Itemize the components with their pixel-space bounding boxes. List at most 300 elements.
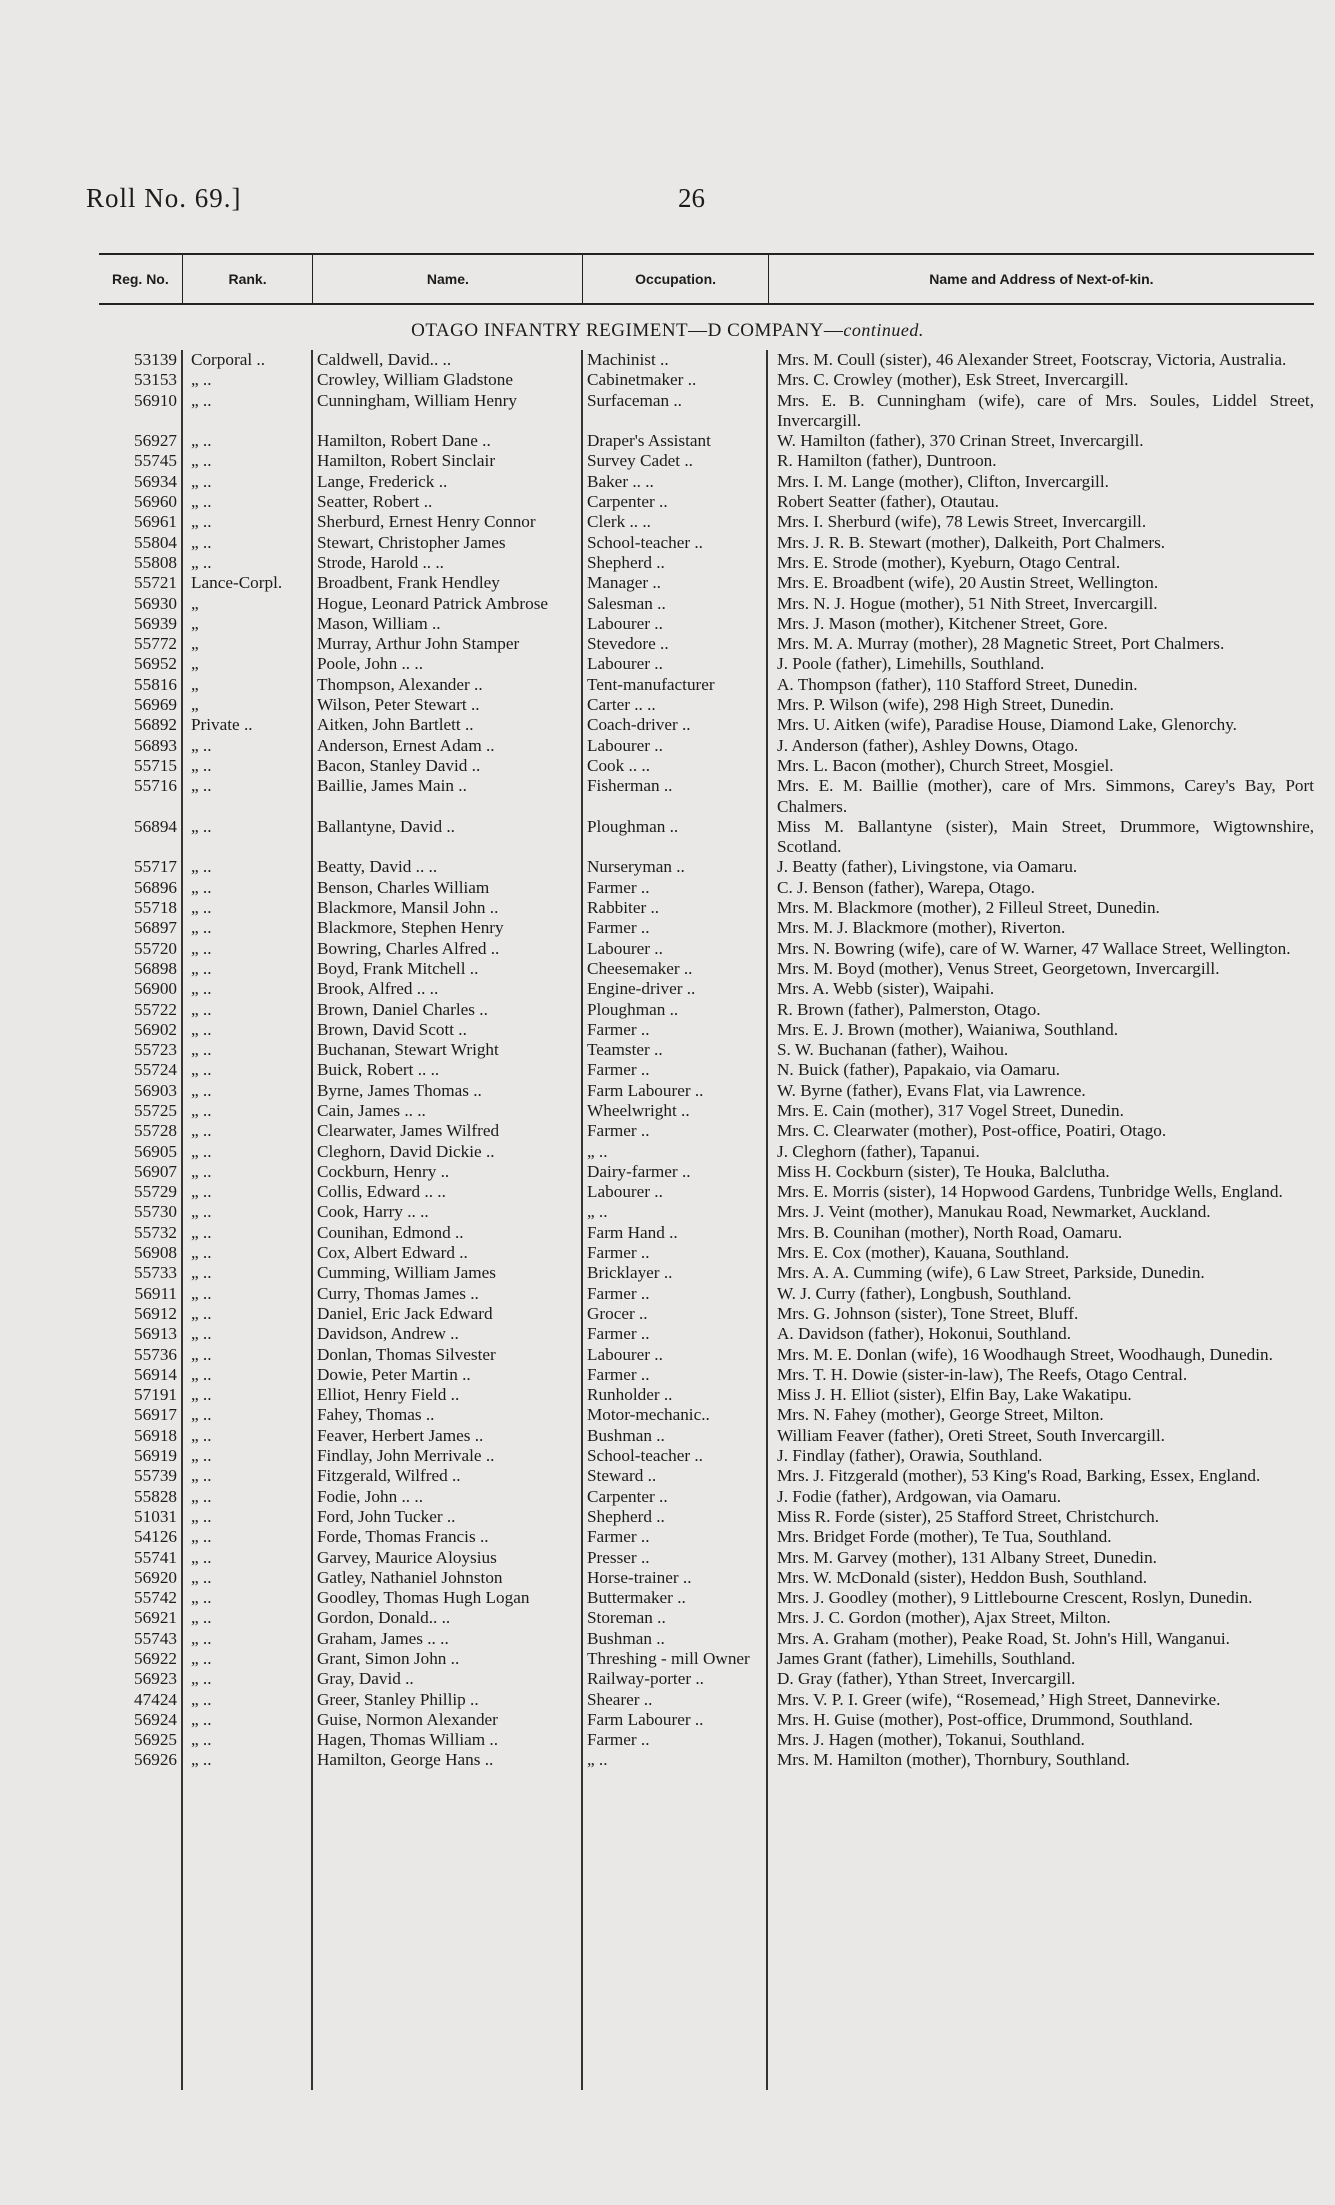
table-row <box>99 1487 1314 1507</box>
reg-number: 53139 <box>134 350 177 369</box>
table-row <box>99 451 1314 471</box>
table-row <box>99 776 1314 817</box>
soldier-name: Blackmore, Mansil John .. <box>317 898 499 918</box>
rank: „ .. <box>191 1324 212 1344</box>
rank: „ .. <box>191 1649 212 1668</box>
table-row <box>99 1365 1314 1385</box>
occupation: Carpenter .. <box>587 1486 668 1506</box>
table-row <box>99 1426 1314 1446</box>
table-row <box>99 472 1314 492</box>
rank: „ .. <box>191 1202 212 1222</box>
rank: „ .. <box>191 1669 212 1689</box>
reg-number: 56939 <box>134 613 177 633</box>
reg-number: 56900 <box>134 979 177 999</box>
occupation: Grocer .. <box>587 1303 648 1323</box>
soldier-name: Baillie, James Main .. <box>317 776 467 796</box>
next-of-kin: Mrs. A. Webb (sister), Waipahi. <box>777 979 995 999</box>
soldier-name: Collis, Edward .. .. <box>317 1182 446 1202</box>
reg-number: 56927 <box>134 431 177 451</box>
occupation: Fisherman .. <box>587 776 673 796</box>
next-of-kin: William Feaver (father), Oreti Street, South Invercargill. <box>777 1425 1165 1445</box>
soldier-name: Stewart, Christopher James <box>317 532 506 552</box>
rank: „ .. <box>191 1527 212 1547</box>
occupation: Farmer .. <box>587 1527 650 1547</box>
soldier-name: Guise, Normon Alexander <box>317 1709 498 1729</box>
rank: „ .. <box>191 1344 212 1364</box>
soldier-name: Bacon, Stanley David .. <box>317 755 481 775</box>
soldier-name: Benson, Charles William <box>317 877 490 897</box>
soldier-name: Cockburn, Henry .. <box>317 1161 450 1181</box>
next-of-kin: Mrs. N. Bowring (wife), care of W. Warner, 47 Wallace Street, Wellington. <box>777 938 1291 958</box>
next-of-kin: Mrs. J. Fitzgerald (mother), 53 King's Road, Barking, Essex, England. <box>777 1466 1261 1486</box>
rank: Lance-Corpl. <box>191 573 283 593</box>
next-of-kin: Mrs. M. A. Murray (mother), 28 Magnetic Street, Port Chalmers. <box>777 634 1225 654</box>
soldier-name: Cleghorn, David Dickie .. <box>317 1141 495 1161</box>
next-of-kin: Mrs. C. Clearwater (mother), Post-office, Poatiri, Otago. <box>777 1121 1167 1141</box>
next-of-kin: Mrs. J. C. Gordon (mother), Ajax Street, Milton. <box>777 1608 1111 1628</box>
header-occupation: Occupation. <box>582 255 767 303</box>
occupation: Dairy-farmer .. <box>587 1161 691 1181</box>
rank: „ .. <box>191 1364 212 1384</box>
soldier-name: Curry, Thomas James .. <box>317 1283 479 1303</box>
rank: „ .. <box>191 1019 212 1039</box>
reg-number: 55733 <box>134 1263 177 1283</box>
next-of-kin: Robert Seatter (father), Otautau. <box>777 492 999 512</box>
reg-number: 56922 <box>134 1649 177 1668</box>
reg-number: 56892 <box>134 715 177 735</box>
rank: „ <box>191 695 199 715</box>
header-reg-no: Reg. No. <box>111 271 169 287</box>
occupation: Cheesemaker .. <box>587 958 693 978</box>
occupation: Ploughman .. <box>587 816 679 836</box>
occupation: Shearer .. <box>587 1689 653 1709</box>
soldier-name: Dowie, Peter Martin .. <box>317 1364 471 1384</box>
occupation: Labourer .. <box>587 1344 663 1364</box>
reg-number: 55743 <box>134 1628 177 1648</box>
soldier-name: Broadbent, Frank Hendley <box>317 573 500 593</box>
table-row <box>99 350 1314 370</box>
rank: „ <box>191 593 199 613</box>
reg-number: 55816 <box>134 674 177 694</box>
next-of-kin: D. Gray (father), Ythan Street, Invercargill. <box>777 1669 1076 1689</box>
next-of-kin: Mrs. T. H. Dowie (sister-in-law), The Reefs, Otago Central. <box>777 1364 1188 1384</box>
reg-number: 55718 <box>134 898 177 918</box>
rank: Corporal .. <box>191 350 265 369</box>
soldier-name: Murray, Arthur John Stamper <box>317 634 520 654</box>
soldier-name: Blackmore, Stephen Henry <box>317 918 504 938</box>
rank: „ .. <box>191 999 212 1019</box>
reg-number: 56893 <box>134 735 177 755</box>
soldier-name: Davidson, Andrew .. <box>317 1324 459 1344</box>
soldier-name: Sherburd, Ernest Henry Connor <box>317 512 536 532</box>
soldier-name: Hamilton, Robert Sinclair <box>317 451 496 471</box>
soldier-name: Forde, Thomas Francis .. <box>317 1527 489 1547</box>
rank: „ .. <box>191 1222 212 1242</box>
reg-number: 55716 <box>134 776 177 796</box>
rank: „ .. <box>191 1466 212 1486</box>
table-row <box>99 1588 1314 1608</box>
occupation: Farmer .. <box>587 1730 650 1750</box>
next-of-kin: W. J. Curry (father), Longbush, Southland. <box>777 1283 1072 1303</box>
soldier-name: Strode, Harold .. .. <box>317 552 444 572</box>
table-row <box>99 817 1314 858</box>
table-row <box>99 370 1314 390</box>
roll-table-body <box>99 350 1314 1771</box>
soldier-name: Mason, William .. <box>317 613 441 633</box>
soldier-name: Bowring, Charles Alfred .. <box>317 938 500 958</box>
soldier-name: Cunningham, William Henry <box>317 390 517 410</box>
table-row <box>99 695 1314 715</box>
next-of-kin: Mrs. U. Aitken (wife), Paradise House, Diamond Lake, Glenorchy. <box>777 715 1237 735</box>
rank: „ .. <box>191 1486 212 1506</box>
soldier-name: Clearwater, James Wilfred <box>317 1121 500 1141</box>
occupation: Stevedore .. <box>587 634 669 654</box>
rank: „ .. <box>191 938 212 958</box>
soldier-name: Thompson, Alexander .. <box>317 674 483 694</box>
soldier-name: Cook, Harry .. .. <box>317 1202 429 1222</box>
reg-number: 55730 <box>134 1202 177 1222</box>
reg-number: 56925 <box>134 1730 177 1750</box>
rank: „ .. <box>191 1161 212 1181</box>
table-row <box>99 1527 1314 1547</box>
table-row <box>99 1142 1314 1162</box>
next-of-kin: W. Byrne (father), Evans Flat, via Lawrence. <box>777 1080 1086 1100</box>
reg-number: 55772 <box>134 634 177 654</box>
table-row <box>99 1730 1314 1750</box>
soldier-name: Ford, John Tucker .. <box>317 1506 456 1526</box>
rank: „ .. <box>191 1709 212 1729</box>
occupation: Farmer .. <box>587 877 650 897</box>
occupation: Rabbiter .. <box>587 898 660 918</box>
reg-number: 53153 <box>134 370 177 390</box>
next-of-kin: J. Poole (father), Limehills, Southland. <box>777 654 1045 674</box>
occupation: Survey Cadet .. <box>587 451 693 471</box>
rank: „ .. <box>191 1689 212 1709</box>
soldier-name: Brook, Alfred .. .. <box>317 979 439 999</box>
next-of-kin: Mrs. J. Veint (mother), Manukau Road, Newmarket, Auckland. <box>777 1202 1211 1222</box>
occupation: Railway-porter .. <box>587 1669 704 1689</box>
next-of-kin: Mrs. L. Bacon (mother), Church Street, Mosgiel. <box>777 755 1114 775</box>
next-of-kin: W. Hamilton (father), 370 Crinan Street, Invercargill. <box>777 431 1144 451</box>
table-row <box>99 1223 1314 1243</box>
occupation: Labourer .. <box>587 938 663 958</box>
reg-number: 55736 <box>134 1344 177 1364</box>
next-of-kin: Miss J. H. Elliot (sister), Elfin Bay, Lake Wakatipu. <box>777 1385 1132 1405</box>
occupation: Horse-trainer .. <box>587 1567 692 1587</box>
reg-number: 55741 <box>134 1547 177 1567</box>
rank: „ .. <box>191 1425 212 1445</box>
page-number: 26 <box>678 183 705 213</box>
next-of-kin: R. Hamilton (father), Duntroon. <box>777 451 997 471</box>
next-of-kin: Mrs. M. Boyd (mother), Venus Street, Georgetown, Invercargill. <box>777 958 1220 978</box>
table-row <box>99 594 1314 614</box>
soldier-name: Cumming, William James <box>317 1263 496 1283</box>
occupation: Farmer .. <box>587 1243 650 1263</box>
rank: „ .. <box>191 776 212 796</box>
rank: „ .. <box>191 370 212 390</box>
reg-number: 55721 <box>134 573 177 593</box>
table-row <box>99 1324 1314 1344</box>
table-row <box>99 1710 1314 1730</box>
reg-number: 55729 <box>134 1182 177 1202</box>
rank: „ .. <box>191 512 212 532</box>
next-of-kin: S. W. Buchanan (father), Waihou. <box>777 1040 1009 1060</box>
reg-number: 56897 <box>134 918 177 938</box>
table-row <box>99 1548 1314 1568</box>
table-header <box>99 253 1314 305</box>
occupation: Runholder .. <box>587 1385 673 1405</box>
next-of-kin: N. Buick (father), Papakaio, via Oamaru. <box>777 1060 1061 1080</box>
rank: „ .. <box>191 1080 212 1100</box>
reg-number: 56930 <box>134 593 177 613</box>
soldier-name: Aitken, John Bartlett .. <box>317 715 474 735</box>
next-of-kin: A. Thompson (father), 110 Stafford Street, Dunedin. <box>777 674 1138 694</box>
reg-number: 56934 <box>134 471 177 491</box>
occupation: Farm Hand .. <box>587 1222 678 1242</box>
table-row <box>99 1649 1314 1669</box>
soldier-name: Wilson, Peter Stewart .. <box>317 695 480 715</box>
rank: „ .. <box>191 471 212 491</box>
rank: „ .. <box>191 958 212 978</box>
rank: „ .. <box>191 390 212 410</box>
rank: „ .. <box>191 1628 212 1648</box>
occupation: Surfaceman .. <box>587 390 682 410</box>
soldier-name: Ballantyne, David .. <box>317 816 455 836</box>
occupation: Baker .. .. <box>587 471 654 491</box>
occupation: Engine-driver .. <box>587 979 696 999</box>
rank: „ .. <box>191 532 212 552</box>
rank: „ .. <box>191 431 212 451</box>
table-row <box>99 1182 1314 1202</box>
next-of-kin: Mrs. E. B. Cunningham (wife), care of Mrs. Soules, Liddel Street, Invercargill. <box>777 390 1314 430</box>
soldier-name: Byrne, James Thomas .. <box>317 1080 482 1100</box>
occupation: Farmer .. <box>587 918 650 938</box>
reg-number: 56910 <box>134 390 177 410</box>
rank: „ .. <box>191 1608 212 1628</box>
occupation: Salesman .. <box>587 593 666 613</box>
next-of-kin: Mrs. E. M. Baillie (mother), care of Mrs. Simmons, Carey's Bay, Port Chalmers. <box>777 776 1314 816</box>
next-of-kin: A. Davidson (father), Hokonui, Southland. <box>777 1324 1072 1344</box>
table-row <box>99 939 1314 959</box>
table-row <box>99 1121 1314 1141</box>
reg-number: 56917 <box>134 1405 177 1425</box>
reg-number: 56960 <box>134 492 177 512</box>
table-row <box>99 715 1314 735</box>
occupation: Cabinetmaker .. <box>587 370 697 390</box>
next-of-kin: Mrs. P. Wilson (wife), 298 High Street, Dunedin. <box>777 695 1114 715</box>
rank: „ <box>191 613 199 633</box>
next-of-kin: R. Brown (father), Palmerston, Otago. <box>777 999 1041 1019</box>
reg-number: 56921 <box>134 1608 177 1628</box>
occupation: School-teacher .. <box>587 532 703 552</box>
next-of-kin: Mrs. V. P. I. Greer (wife), “Rosemead,’ High Street, Dannevirke. <box>777 1689 1221 1709</box>
rank: „ .. <box>191 1385 212 1405</box>
rank: „ .. <box>191 1040 212 1060</box>
next-of-kin: Mrs. E. Broadbent (wife), 20 Austin Street, Wellington. <box>777 573 1159 593</box>
rank: „ .. <box>191 1303 212 1323</box>
rank: „ .. <box>191 552 212 572</box>
occupation: Labourer .. <box>587 613 663 633</box>
reg-number: 56896 <box>134 877 177 897</box>
soldier-name: Cain, James .. .. <box>317 1100 426 1120</box>
occupation: Farmer .. <box>587 1019 650 1039</box>
rank: „ .. <box>191 1588 212 1608</box>
soldier-name: Graham, James .. .. <box>317 1628 449 1648</box>
soldier-name: Buick, Robert .. .. <box>317 1060 440 1080</box>
section-title-main: OTAGO INFANTRY REGIMENT—D COMPANY— <box>411 320 844 341</box>
rank: „ .. <box>191 816 212 836</box>
occupation: „ .. <box>587 1202 608 1222</box>
rank: „ <box>191 654 199 674</box>
table-row <box>99 1345 1314 1365</box>
rank: „ .. <box>191 1567 212 1587</box>
next-of-kin: Mrs. N. Fahey (mother), George Street, Milton. <box>777 1405 1104 1425</box>
soldier-name: Elliot, Henry Field .. <box>317 1385 460 1405</box>
occupation: Bushman .. <box>587 1425 665 1445</box>
reg-number: 55808 <box>134 552 177 572</box>
next-of-kin: Miss R. Forde (sister), 25 Stafford Street, Christchurch. <box>777 1506 1160 1526</box>
soldier-name: Lange, Frederick .. <box>317 471 448 491</box>
reg-number: 56961 <box>134 512 177 532</box>
rank: Private .. <box>191 715 253 735</box>
occupation: Draper's Assistant <box>587 431 711 451</box>
soldier-name: Brown, Daniel Charles .. <box>317 999 488 1019</box>
table-row <box>99 857 1314 877</box>
reg-number: 55717 <box>134 857 177 877</box>
next-of-kin: J. Fodie (father), Ardgowan, via Oamaru. <box>777 1486 1061 1506</box>
reg-number: 56913 <box>134 1324 177 1344</box>
next-of-kin: Mrs. J. R. B. Stewart (mother), Dalkeith, Port Chalmers. <box>777 532 1166 552</box>
reg-number: 55720 <box>134 938 177 958</box>
table-row <box>99 1750 1314 1770</box>
occupation: Labourer .. <box>587 1182 663 1202</box>
table-row <box>99 512 1314 532</box>
reg-number: 55745 <box>134 451 177 471</box>
occupation: Carter .. .. <box>587 695 656 715</box>
soldier-name: Anderson, Ernest Adam .. <box>317 735 495 755</box>
soldier-name: Gray, David .. <box>317 1669 414 1689</box>
rank: „ .. <box>191 1547 212 1567</box>
soldier-name: Fodie, John .. .. <box>317 1486 423 1506</box>
table-row <box>99 1020 1314 1040</box>
rank: „ .. <box>191 1283 212 1303</box>
next-of-kin: Miss M. Ballantyne (sister), Main Street, Drummore, Wigtownshire, Scotland. <box>777 816 1314 857</box>
table-row <box>99 756 1314 776</box>
table-row <box>99 1243 1314 1263</box>
next-of-kin: J. Cleghorn (father), Tapanui. <box>777 1141 980 1161</box>
table-row <box>99 1284 1314 1304</box>
section-title <box>0 320 1335 342</box>
occupation: Storeman .. <box>587 1608 666 1628</box>
reg-number: 51031 <box>134 1506 177 1526</box>
occupation: Farmer .. <box>587 1324 650 1344</box>
rank: „ .. <box>191 492 212 512</box>
next-of-kin: Mrs. W. McDonald (sister), Heddon Bush, Southland. <box>777 1567 1147 1587</box>
next-of-kin: Mrs. A. A. Cumming (wife), 6 Law Street, Parkside, Dunedin. <box>777 1263 1205 1283</box>
soldier-name: Counihan, Edmond .. <box>317 1222 464 1242</box>
soldier-name: Fahey, Thomas .. <box>317 1405 435 1425</box>
soldier-name: Hogue, Leonard Patrick Ambrose <box>317 593 549 613</box>
soldier-name: Cox, Albert Edward .. <box>317 1243 468 1263</box>
table-row <box>99 1000 1314 1020</box>
table-row <box>99 898 1314 918</box>
occupation: Clerk .. .. <box>587 512 651 532</box>
soldier-name: Feaver, Herbert James .. <box>317 1425 484 1445</box>
next-of-kin: J. Beatty (father), Livingstone, via Oamaru. <box>777 857 1078 877</box>
occupation: Shepherd .. <box>587 552 665 572</box>
rank: „ .. <box>191 1060 212 1080</box>
next-of-kin: Mrs. B. Counihan (mother), North Road, Oamaru. <box>777 1222 1123 1242</box>
rank: „ .. <box>191 1750 212 1770</box>
table-row <box>99 1568 1314 1588</box>
table-row <box>99 1629 1314 1649</box>
occupation: Farm Labourer .. <box>587 1709 704 1729</box>
reg-number: 56914 <box>134 1364 177 1384</box>
reg-number: 55828 <box>134 1486 177 1506</box>
occupation: Nurseryman .. <box>587 857 685 877</box>
soldier-name: Hamilton, Robert Dane .. <box>317 431 491 451</box>
occupation: Carpenter .. <box>587 492 668 512</box>
next-of-kin: Mrs. E. J. Brown (mother), Waianiwa, Southland. <box>777 1019 1119 1039</box>
table-row <box>99 979 1314 999</box>
rank: „ .. <box>191 877 212 897</box>
next-of-kin: Mrs. M. Hamilton (mother), Thornbury, Southland. <box>777 1750 1130 1770</box>
table-row <box>99 1101 1314 1121</box>
next-of-kin: Mrs. E. Morris (sister), 14 Hopwood Gardens, Tunbridge Wells, England. <box>777 1182 1283 1202</box>
occupation: „ .. <box>587 1750 608 1770</box>
next-of-kin: Mrs. M. E. Donlan (wife), 16 Woodhaugh Street, Woodhaugh, Dunedin. <box>777 1344 1273 1364</box>
table-row <box>99 614 1314 634</box>
occupation: Tent-manufacturer <box>587 674 715 694</box>
table-row <box>99 1304 1314 1324</box>
table-row <box>99 878 1314 898</box>
soldier-name: Hamilton, George Hans .. <box>317 1750 494 1770</box>
next-of-kin: J. Anderson (father), Ashley Downs, Otago. <box>777 735 1079 755</box>
occupation: Farm Labourer .. <box>587 1080 704 1100</box>
reg-number: 56952 <box>134 654 177 674</box>
rank: „ .. <box>191 1506 212 1526</box>
soldier-name: Caldwell, David.. .. <box>317 350 452 369</box>
next-of-kin: Mrs. G. Johnson (sister), Tone Street, Bluff. <box>777 1303 1079 1323</box>
table-row <box>99 1507 1314 1527</box>
table-row <box>99 391 1314 432</box>
next-of-kin: J. Findlay (father), Orawia, Southland. <box>777 1446 1043 1466</box>
soldier-name: Crowley, William Gladstone <box>317 370 513 390</box>
next-of-kin: Mrs. A. Graham (mother), Peake Road, St. John's Hill, Wanganui. <box>777 1628 1230 1648</box>
reg-number: 54126 <box>134 1527 177 1547</box>
soldier-name: Fitzgerald, Wilfred .. <box>317 1466 461 1486</box>
rank: „ <box>191 674 199 694</box>
rank: „ .. <box>191 451 212 471</box>
rank: „ <box>191 634 199 654</box>
next-of-kin: Mrs. M. J. Blackmore (mother), Riverton. <box>777 918 1066 938</box>
occupation: Farmer .. <box>587 1060 650 1080</box>
reg-number: 55739 <box>134 1466 177 1486</box>
rank: „ .. <box>191 1263 212 1283</box>
occupation: Farmer .. <box>587 1121 650 1141</box>
next-of-kin: Mrs. I. Sherburd (wife), 78 Lewis Street, Invercargill. <box>777 512 1147 532</box>
next-of-kin: Mrs. J. Hagen (mother), Tokanui, Southland. <box>777 1730 1085 1750</box>
occupation: School-teacher .. <box>587 1446 703 1466</box>
occupation: Ploughman .. <box>587 999 679 1019</box>
reg-number: 56923 <box>134 1669 177 1689</box>
table-row <box>99 1466 1314 1486</box>
reg-number: 56908 <box>134 1243 177 1263</box>
roll-number: Roll No. 69.] <box>86 183 242 213</box>
rank: „ .. <box>191 1243 212 1263</box>
header-next-of-kin: Name and Address of Next-of-kin. <box>768 255 1314 303</box>
soldier-name: Seatter, Robert .. <box>317 492 433 512</box>
